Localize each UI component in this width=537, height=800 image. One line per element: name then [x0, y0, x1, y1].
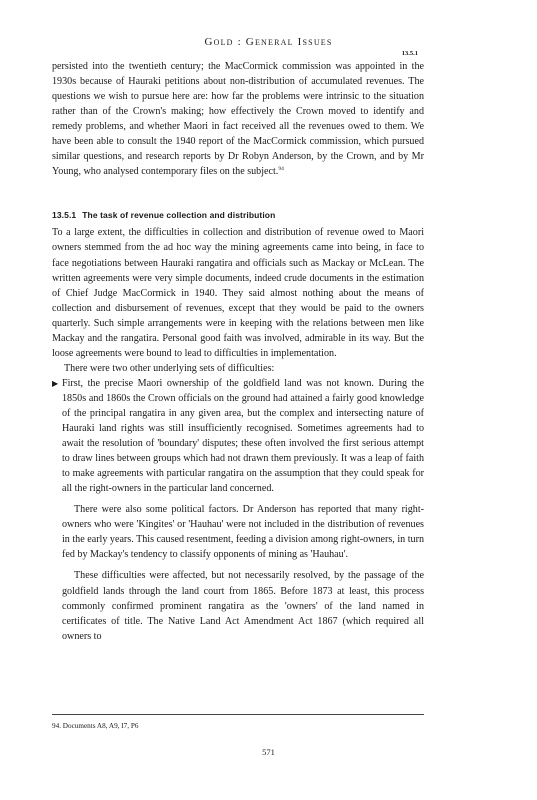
paragraph: There were two other underlying sets of difficulties:: [64, 362, 275, 374]
bullet-item: [52, 376, 424, 644]
footnote: 94. Documents A8, A9, I7, P6: [52, 722, 139, 730]
section-heading-number: 13.5.1: [52, 210, 77, 221]
section-heading: [52, 208, 424, 223]
body-text: [52, 59, 424, 644]
footnote-reference[interactable]: 94: [278, 166, 284, 173]
triangle-bullet-icon: ▶: [52, 378, 59, 388]
paragraph: To a large extent, the difficulties in collection and distribution of revenue owed to Maori owners stemmed from the ad hoc way the mining agreements came into being, in face to face negotiations between Hauraki rangatira and officials such as Mackay or McLean. The written agreements were very simple documents, indeed crude documents in the estimation of Chief Judge MacCormick in 1940. They said almost nothing about the means of collection and disbursement of revenues, except that they would be paid to the owners quarterly. Such simple arrangements were in keeping with the relations between men like Mackay and the rangatira. Personal good faith was involved, admirable in its way. But the loose agreements were bound to lead to difficulties in implementation.: [52, 227, 424, 359]
bullet-paragraph: These difficulties were affected, but not necessarily resolved, by the passage of the goldfield lands through the land court from 1865. Before 1873 at least, this process commonly confirmed prominent rangatira as the 'owners' of the land named in certificates of title. The Native Land Act Amendment Act 1867 (which required all owners to: [62, 570, 424, 642]
intro-text: persisted into the twentieth century; the MacCormick commission was appointed in the 1930s because of Hauraki petitions about non-distribution of accumulated revenues. The questions we wish to pursue here are: how far the problems were intrinsic to the situation rather than of the Crown's making; how effectively the Crown moved to identify and remedy problems, and whether Maori in fact received all the revenues owed to them. We have been able to consult the 1940 report of the MacCormick commission, which pursued similar questions, and research reports by Dr Robyn Anderson, by the Crown, and by Mr Young, who analysed contemporary files on the subject.: [52, 61, 424, 178]
running-head: Gold : General Issues: [204, 36, 333, 48]
intro-paragraph: [52, 59, 424, 179]
bullet-paragraph: There were also some political factors. Dr Anderson has reported that many right-owners who were 'Kingites' or 'Hauhau' were not included in the distribution of revenues in the early years. This caused resentment, feeding a division among right-owners, in turn fed by Mackay's tendency to classify opponents of mining as 'Hauhau'.: [62, 504, 424, 561]
section-heading-title: The task of revenue collection and distribution: [82, 210, 276, 221]
margin-section-number: 13.5.1: [401, 50, 418, 57]
bullet-paragraph: First, the precise Maori ownership of the goldfield land was not known. During the 1850s and 1860s the Crown officials on the ground had attained a fairly good knowledge of the principal rangatira in any given area, but the complex and intersecting nature of Hauraki land rights was still insufficiently recognised. Sometimes agreements had to await the resolution of 'boundary' disputes; these often involved the first serious attempt to draw lines between groups which had not drawn them previously. It was a leap of faith to make agreements with particular rangatira on the assumption that they could speak for all the right-owners in the particular land concerned.: [62, 377, 424, 495]
page-number: 571: [262, 747, 275, 757]
footnote-divider: [52, 714, 424, 715]
